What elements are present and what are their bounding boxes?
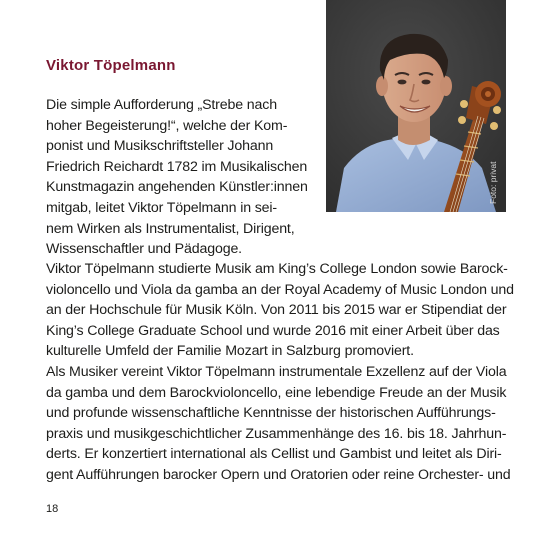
- intro-line: Kunstmagazin angehenden Künstler:innen: [46, 179, 308, 196]
- body-line: und profunde wissenschaftliche Kenntnisse der historischen Aufführungs-: [46, 405, 496, 422]
- body-line: violoncello und Viola da gamba an der Royal Academy of Music London und: [46, 281, 514, 298]
- body-paragraph: [46, 259, 514, 486]
- intro-line: mitgab, leitet Viktor Töpelmann in sei-: [46, 199, 277, 216]
- photo-credit: Foto: privat: [488, 161, 498, 204]
- intro-line: Die simple Aufforderung „Strebe nach: [46, 97, 277, 113]
- page-title: Viktor Töpelmann: [46, 57, 176, 74]
- body-line: an der Hochschule für Musik Köln. Von 2011 bis 2015 war er Stipendiat der: [46, 302, 507, 319]
- page-number: 18: [46, 503, 59, 515]
- body-line: Viktor Töpelmann studierte Musik am King’s College London sowie Barock-: [46, 261, 508, 277]
- intro-line: Friedrich Reichardt 1782 im Musikalischen: [46, 158, 308, 175]
- intro-line: hoher Begeisterung!“, welche der Kom-: [46, 117, 288, 134]
- body-line: derts. Er konzertiert international als Cellist und Gambist und leitet als Diri-: [46, 446, 502, 463]
- body-line: praxis und musikgeschichtlicher Zusammenhänge des 16. bis 18. Jahrhun-: [46, 425, 507, 442]
- body-line: da gamba und dem Barockvioloncello, eine lebendige Freude an der Musik: [46, 384, 507, 401]
- portrait-photo: [326, 0, 506, 212]
- intro-line: nem Wirken als Instrumentalist, Dirigent,: [46, 220, 295, 237]
- body-line: kulturelle Umfeld der Familie Mozart in Salzburg promoviert.: [46, 343, 414, 360]
- portrait-illustration: [326, 0, 506, 212]
- body-line: King’s College Graduate School und wurde 2016 mit einer Arbeit über das: [46, 322, 500, 339]
- intro-paragraph: [46, 95, 316, 260]
- body-line: gent Aufführungen barocker Opern und Oratorien oder reine Orchester- und: [46, 466, 511, 483]
- intro-line: Wissenschaftler und Pädagoge.: [46, 241, 242, 258]
- body-line: Als Musiker vereint Viktor Töpelmann instrumentale Exzellenz auf der Viola: [46, 363, 507, 380]
- intro-line: ponist und Musikschriftsteller Johann: [46, 138, 274, 155]
